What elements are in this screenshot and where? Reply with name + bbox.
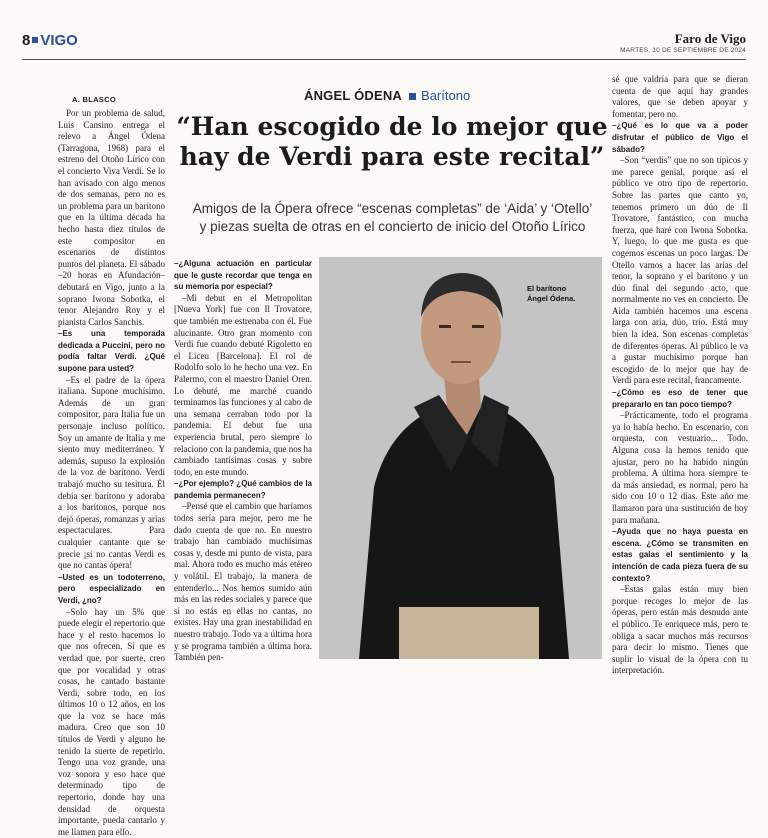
- kicker: [304, 88, 470, 103]
- interview-question: –Usted es un todoterreno, pero especializado en Verdi, ¿no?: [58, 572, 165, 605]
- header-rule: [22, 59, 746, 60]
- interview-question: –¿Qué es lo que va a poder disfrutar el público de Vigo el sábado?: [612, 121, 748, 154]
- interview-question: –Ayuda que no haya puesta en escena. ¿Cómo se transmiten en estas galas el sentimiento y la intención de cada pieza fuera de su contexto?: [612, 527, 748, 583]
- text-column-1: [58, 108, 165, 838]
- interview-question: –¿Alguna actuación en particular que le guste recordar que tenga en su memoria por especial?: [174, 259, 312, 292]
- portrait-photo: [319, 257, 602, 659]
- page-number-header: [22, 32, 78, 49]
- headline-line: “Han escogido de lo mejor que: [176, 112, 608, 141]
- square-bullet-icon: [409, 93, 416, 100]
- paragraph: –Es el padre de la ópera italiana. Supone muchísimo. Además de un gran compositor, para Italia fue un personaje incluso político. Soy un amante de Italia y me siento muy mediterráneo. Y además, supuso la explosión de la voz de barítono. Verdi trabajó mucho su tesitura. Él debía ser barítono y adoraba a los barítonos, porque nos dejó óperas, romanzas y arias espectaculares. Para cualquier cantante que se precie ¡si no cantas Verdi es que no cantas ópera!: [58, 374, 165, 571]
- paragraph: –Solo hay un 5% que puede elegir el repertorio que hace y el resto hacemos lo que nos ofrecen. Sí que es verdad que, por suerte, creo que por vocalidad y otras cosas, he cantado bastante Verdi, sobre todo, en los últimos 10 o 12 años, en los que la voz se hace más madura. Creo que son 10 títulos de Verdi y alguno he tenido la suerte de repetirlo. Tengo una voz grande, una voz sonora y eso hace que determinado tipo de repertorio, donde hay una densidad de orquesta importante, pueda cantarlo y me llamen para ello.: [58, 606, 165, 837]
- interview-question: –Es una temporada dedicada a Puccini, pero no podía faltar Verdi. ¿Qué supone para usted?: [58, 329, 165, 374]
- paragraph: Por un problema de salud, Luis Cansino entrega el relevo a Ángel Ódena (Tarragona, 1968) para el estreno del Otoño Lírico con el concierto Viva Verdi. Se lo han avisado con algo menos de dos semanas, pero no es un problema para un barítono que en la última década ha hecho hasta diez títulos de este compositor en escenarios de distintos puntos del planeta. El sábado –20 horas en Afundación– debutará en Vigo, junto a la soprano Iwona Sobotka, el tenor Alejandro Roy y el pianista Carlos Sanchis.: [58, 108, 165, 327]
- section-name: VIGO: [40, 32, 78, 49]
- byline: A. BLASCO: [72, 95, 116, 104]
- caption-line: Ángel Ódena.: [527, 294, 576, 303]
- deck-line: y piezas suelta de otras en el concierto de inicio del Otoño Lírico: [199, 219, 586, 234]
- paragraph: –Pensé que el cambio que haríamos todos sería para mejor, pero me he dado cuenta de que no. En nuestro trabajo han cambiado muchísimas cosas y, desde mi punto de vista, para mal. Ahora todo es mucho más etéreo y volátil. El trabajo, la manera de entenderlo... Nos hemos sumido aún más en las redes sociales y parece que si no estás en ellas no cantas, no existes. Hay una gran inestabilidad en nuestro trabajo. Todo va a última hora y se programa también a última hora. También pen-: [174, 501, 312, 663]
- paragraph: –Mi debut en el Metropolitan [Nueva York] fue con Il Trovatore, que también me estrenaba con él. Fue alucinante. Otro gran momento con Verdi fue cuando debuté Rigoletto en el Liceu [Barcelona]. El rol de Rodolfo solo lo he hecho una vez. En Palermo, con el maestro Daniel Oren. Lo debuté, me marché cuando terminamos las funciones y al cabo de una semana cerraban todo por la pandemia. El debut fue una experiencia brutal, pero siempre lo relaciono con la pandemia, que nos ha cambiado tantísimas cosas y sobre todo, en este mundo.: [174, 292, 312, 477]
- page-number: 8: [22, 32, 31, 49]
- newspaper-name: Faro de Vigo: [674, 31, 746, 46]
- deck: [165, 200, 620, 236]
- kicker-category: Barítono: [421, 88, 471, 103]
- baritone-portrait-illustration: [319, 257, 602, 659]
- headline-line: hay de Verdi para este recital”: [179, 142, 605, 171]
- caption-line: El barítono: [527, 284, 567, 293]
- square-bullet-icon: [32, 37, 38, 43]
- paragraph: sé que valdría para que se dieran cuenta de que aquí hay grandes valores, que se deben apoyar y fomentar, pero no.: [612, 74, 748, 119]
- text-column-4: [612, 74, 748, 677]
- headline: [162, 112, 622, 172]
- text-column-2: [174, 258, 312, 664]
- interview-question: –¿Por ejemplo? ¿Qué cambios de la pandemia permanecen?: [174, 479, 312, 500]
- paragraph: –Son “verdis” que no son típicos y me parece genial, porque así el público ve otro tipo de repertorio. Sobre las partes que canto yo, tenemos primero un dúo de Il Trovatore, fantástico, con mucha fuerza, que haré con Iwona Sobotka. Y, luego, lo que me gusta es que cogemos escenas un poco largas. De Otello vamos a hacer las arias del tenor, la soprano y el barítono y un dúo final del segundo acto, que normalmente no ves en concierto. De Aida también hacemos una escena larga con aria, dúo, trío. Está muy bien la idea. Son escenas completas de diferentes óperas. Al público le va a gustar muchísimo porque han escogido de lo mejor que hay de Verdi para este recital, francamente.: [612, 155, 748, 386]
- issue-date: MARTES, 10 DE SEPTIEMBRE DE 2024: [620, 47, 746, 54]
- paragraph: –Estas galas están muy bien porque recoges lo mejor de las óperas, pero están más desnudo ante el público. Te enriquece más, pero te obliga a sacar muchos más recursos para decir lo mismo. Tienes que suplir lo visual de la ópera con tu interpretación.: [612, 584, 748, 676]
- photo-caption: [527, 284, 575, 304]
- kicker-name: ÁNGEL ÓDENA: [304, 88, 403, 103]
- paragraph: –Prácticamente, todo el programa ya lo había hecho. En escenario, con orquesta, con vestuario... Todo. Alguna cosa la hemos tenido que ajustar, pero no ha habido ningún problema. A última hora siempre te da más ansiedad, es normal, pero ha sido con 10 o 12 días. Este año me llamaron para una sustitución de hoy para mañana.: [612, 410, 748, 525]
- interview-question: –¿Cómo es eso de tener que prepararlo en tan poco tiempo?: [612, 388, 748, 409]
- deck-line: Amigos de la Ópera ofrece “escenas completas” de ‘Aida’ y ‘Otello’: [192, 201, 593, 216]
